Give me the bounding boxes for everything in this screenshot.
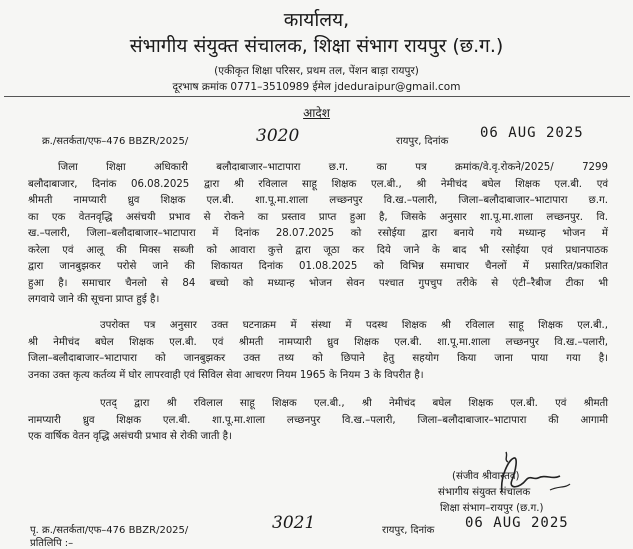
office-name: संभागीय संयुक्त संचालक, शिक्षा संभाग रायपुर (छ.ग.) bbox=[129, 35, 504, 57]
para1-line: द्वारा जानबुझकर परोसे जाने की शिकायत दिनांक 01.08.2025 को विभिन्न समाचार चैनलों में प्रसारित/प्रकाशित bbox=[28, 261, 608, 272]
para3-line: नामप्यारी ध्रुव शिक्षक एल.बी. शा.पू.मा.शाला लच्छनपुर वि.ख.–पलारी, जिला–बलौदाबाजार–भाटापारा की आगामी bbox=[28, 414, 608, 426]
ref-prefix: क्र./सतर्कता/एफ–476 BBZR/2025/ bbox=[42, 136, 189, 147]
ref2-number-handwritten: 3021 bbox=[272, 513, 316, 533]
para1-line: श्रीमती नामप्यारी ध्रुव शिक्षक एल.बी. शा.पू.मा.शाला लच्छनपुर वि.ख.–पलारी, जिला–बलौदाबाजार–भाटापारा छ.ग. bbox=[28, 195, 608, 206]
paragraph-2 bbox=[28, 318, 608, 384]
para1-line: का एक वेतनवृद्धि असंचयी प्रभाव से रोकने का प्रस्ताव प्राप्त हुआ है, जिसके अनुसार शा.पू.मा.शाला लच्छनपुर. वि. bbox=[28, 211, 608, 223]
signatory-office: शिक्षा संभाग–रायपुर (छ.ग.) bbox=[440, 503, 544, 514]
para2-line: उपरोक्त पत्र अनुसार उक्त घटनाक्रम में संस्था में पदस्थ शिक्षक श्री रविलाल साहू शिक्षक एल.बी., bbox=[100, 320, 608, 331]
paragraph-3 bbox=[28, 396, 608, 446]
ref-place-date-label: रायपुर, दिनांक bbox=[396, 136, 449, 147]
order-title: आदेश bbox=[303, 106, 330, 120]
para2-line: जिला–बलौदाबाजार–भाटापारा को जानबुझकर उक्त तथ्य को छिपाने हेतु सहयोग किया जाना पाया गया है। bbox=[28, 353, 608, 364]
para1-line: ख.–पलारी, जिला–बलौदाबाजार–भाटापारा में दिनांक 28.07.2025 को रसोईया द्वारा बनाये गये मध्यान्ह भोजन में bbox=[28, 228, 608, 239]
ref-number-handwritten: 3020 bbox=[256, 126, 300, 146]
para1-line: बलौदाबाजार, दिनांक 06.08.2025 द्वारा श्री रविलाल साहू शिक्षक एल.बी., श्री नेमीचंद बघेल शिक्षक एल.बी. एवं bbox=[28, 178, 608, 190]
ref2-place-date-label: रायपुर, दिनांक bbox=[382, 525, 435, 536]
para1-line: करेला एवं आलू की मिक्स सब्जी को आवारा कुत्ते द्वारा जूठा कर दिये जाने के बाद भी रसोईया एवं प्रधानपाठक bbox=[28, 244, 608, 256]
para3-line: एक वार्षिक वेतन वृद्धि असंचयी प्रभाव से रोकी जाती है। bbox=[28, 431, 232, 442]
paragraph-1 bbox=[28, 160, 608, 309]
office-address: (एकीकृत शिक्षा परिसर, प्रथम तल, पेंशन बाड़ा रायपुर) bbox=[214, 65, 419, 77]
copy-label: प्रतिलिपि :– bbox=[30, 538, 74, 549]
para1-line: लगवाये जाने की सूचना प्राप्त हुई है। bbox=[28, 294, 160, 305]
signatory-title: संभागीय संयुक्त संचालक bbox=[438, 487, 531, 498]
office-contact: दूरभाष क्रमांक 0771–3510989 ईमेल jdeduraipur@gmail.com bbox=[172, 81, 461, 93]
signatory-name: (संजीव श्रीवास्तव) bbox=[452, 471, 520, 482]
date-stamp-2: 06 AUG 2025 bbox=[465, 515, 569, 531]
date-stamp: 06 AUG 2025 bbox=[480, 125, 584, 141]
para1-line: जिला शिक्षा अधिकारी बलौदाबाजार–भाटापारा छ.ग. का पत्र क्रमांक/वे.वृ.रोकने/2025/ 7299 bbox=[58, 162, 608, 173]
para3-line: एतद् द्वारा श्री रविलाल साहू शिक्षक एल.बी., श्री नेमीचंद बघेल शिक्षक एल.बी. एवं श्रीमती bbox=[100, 398, 608, 409]
office-title: कार्यालय, bbox=[283, 9, 350, 31]
para2-line: उनका उक्त कृत्य कर्तव्य में घोर लापरवाही एवं सिविल सेवा आचरण नियम 1965 के नियम 3 के विपरीत है। bbox=[28, 369, 424, 381]
para1-line: हुआ है। समाचार चैनलो से 84 बच्चो को मध्यान्ह भोजन सेवन पश्चात गुपचुप तरीके से एंटी–रैबीज टीका भी bbox=[28, 277, 608, 289]
ref2-prefix: पृ. क्र./सतर्कता/एफ–476 BBZR/2025/ bbox=[30, 525, 189, 536]
header-divider bbox=[4, 96, 630, 97]
para2-line: श्री नेमीचंद बघेल शिक्षक एल.बी. एवं श्रीमती नामप्यारी ध्रुव शिक्षक एल.बी. शा.पू.मा.शाला लच्छनपुर वि.ख.–पलारी, bbox=[28, 336, 608, 348]
